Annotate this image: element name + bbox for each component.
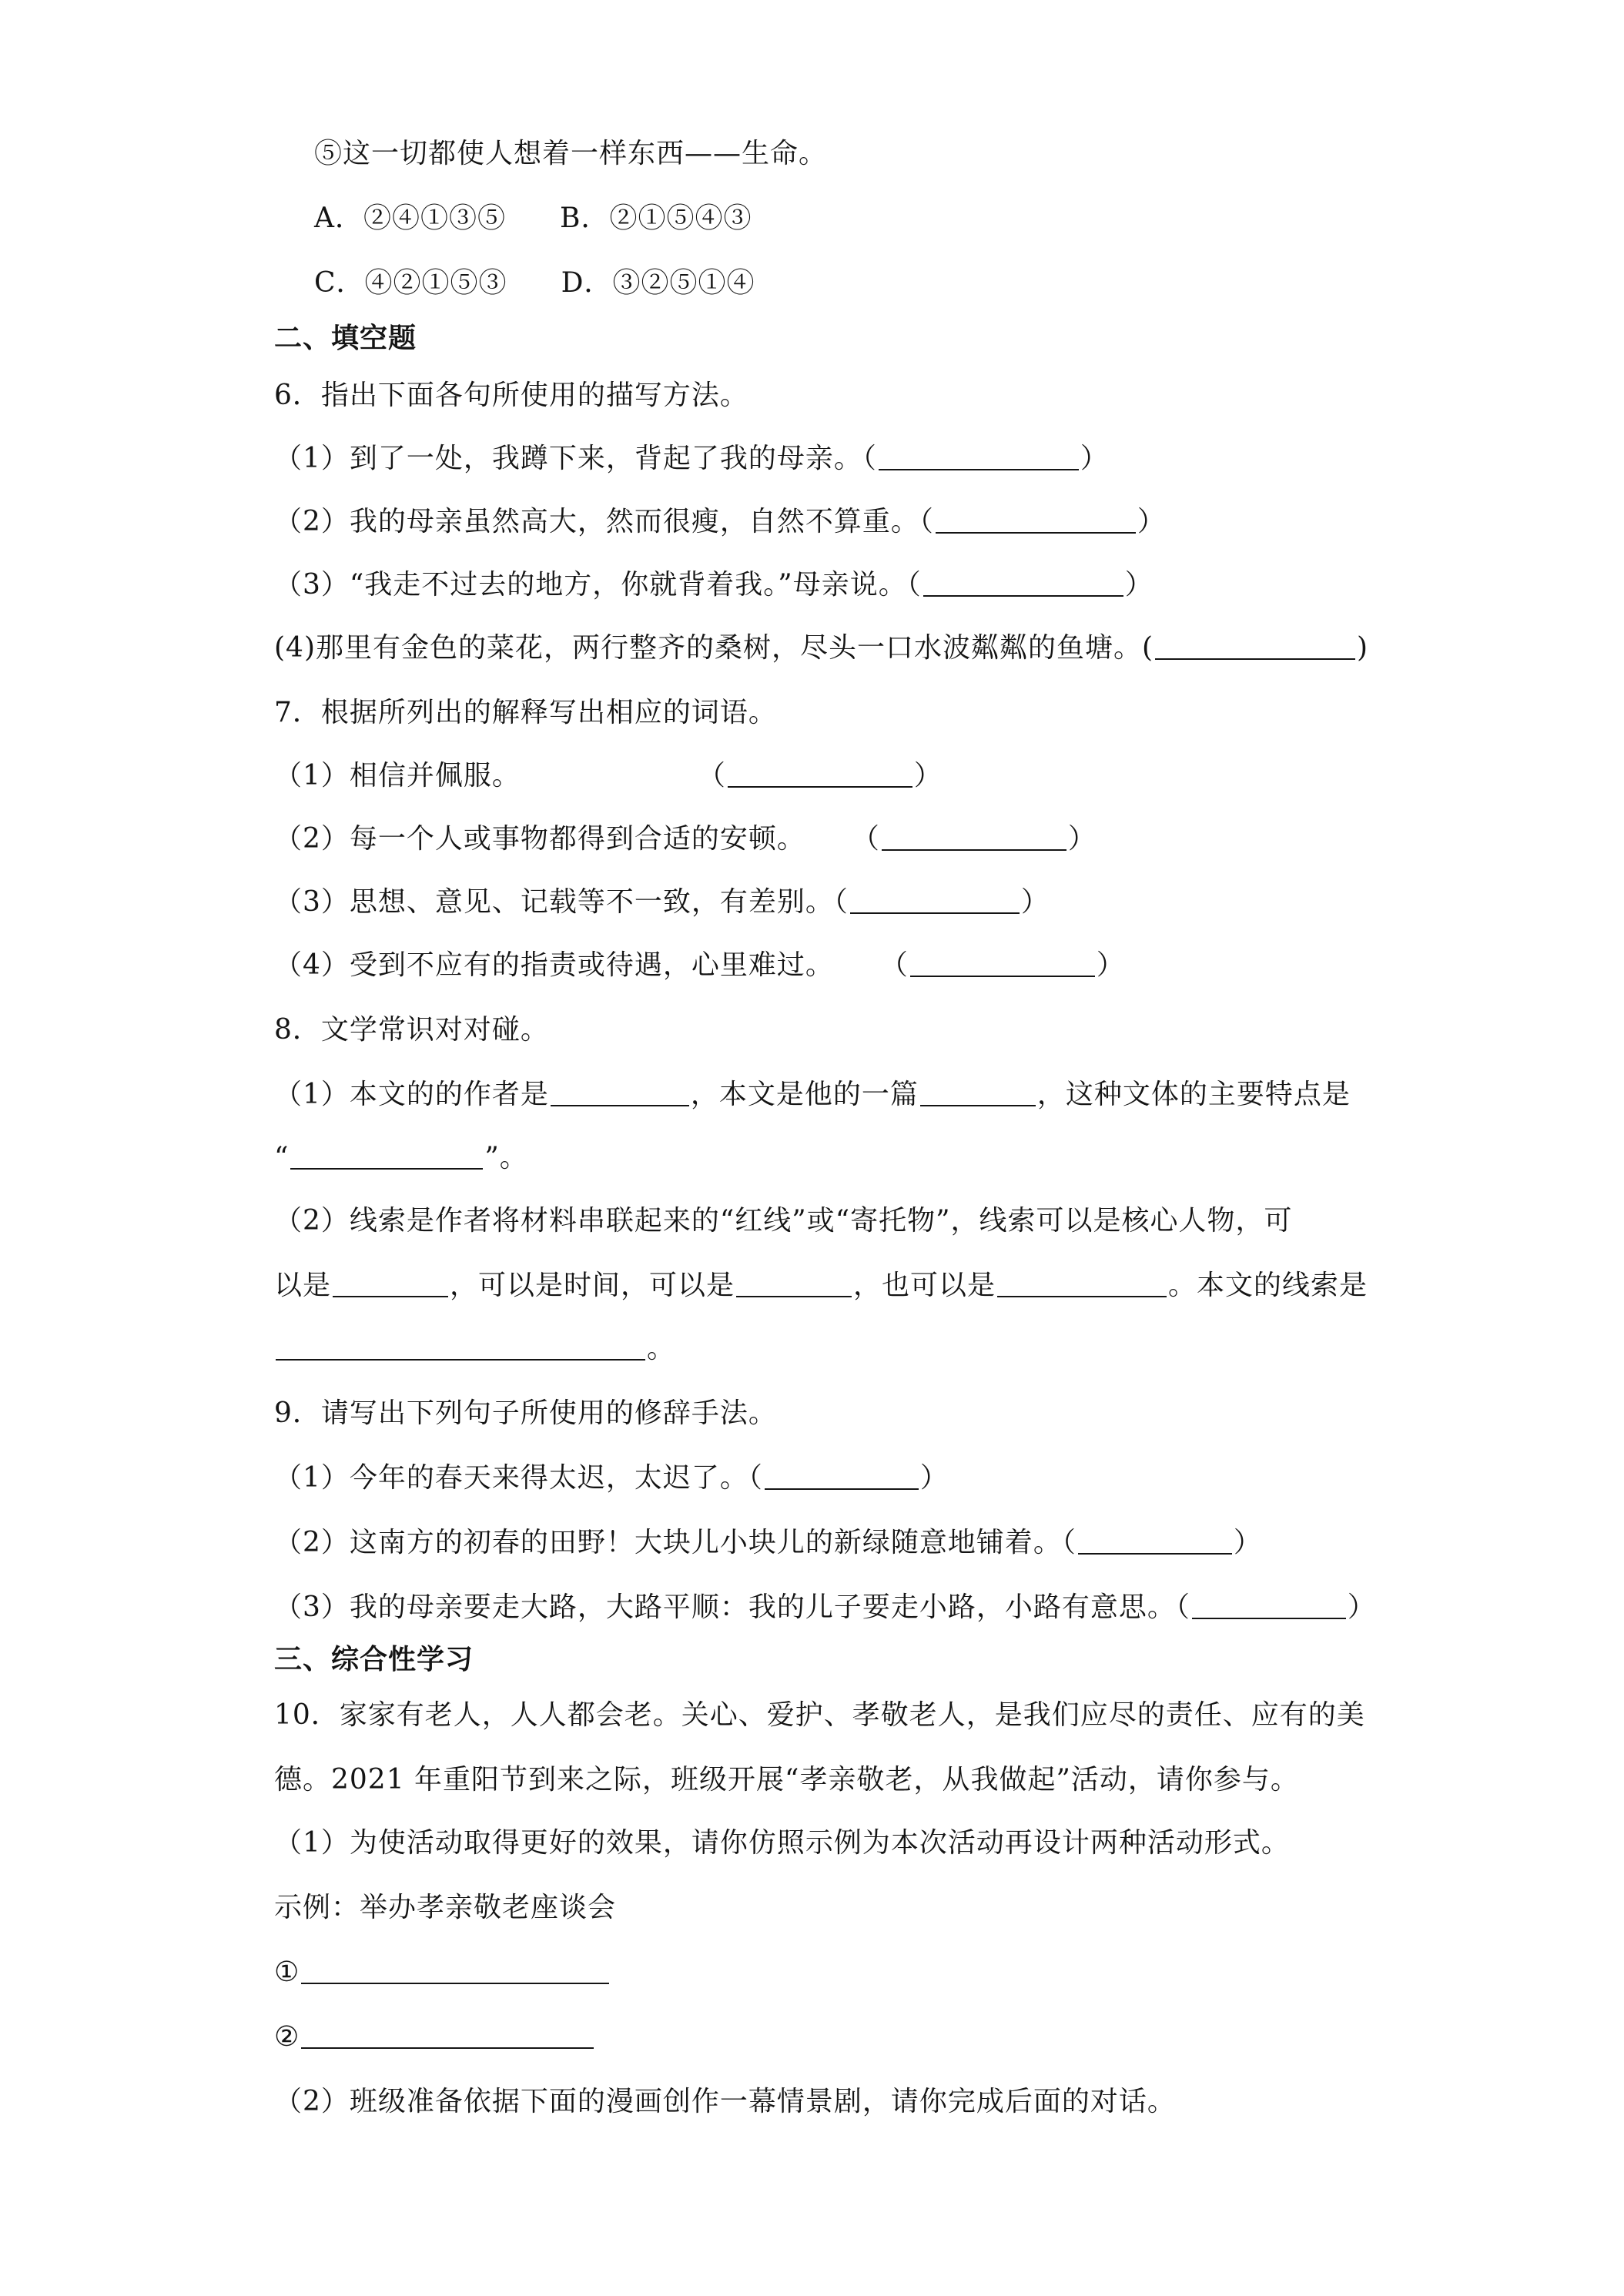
q9-item-2-text: （2）这南方的初春的田野！大块儿小块儿的新绿随意地铺着。（ xyxy=(274,1527,1077,1558)
q7-stem: 7．根据所列出的解释写出相应的词语。 xyxy=(274,697,777,728)
q7-item-4-close: ） xyxy=(1096,949,1125,981)
q9-item-2-close: ） xyxy=(1233,1527,1262,1558)
q9-item-3-text: （3）我的母亲要走大路，大路平顺：我的儿子要走小路，小路有意思。（ xyxy=(274,1591,1190,1623)
q7-item-1-text: （1）相信并佩服。 xyxy=(274,760,521,792)
q8-p1-text-c: ，这种文体的主要特点是 xyxy=(1036,1079,1351,1110)
q8-blank-clue-3[interactable] xyxy=(997,1273,1167,1297)
q10-answer-blank-1[interactable] xyxy=(301,1960,609,1984)
option-c-label[interactable]: C． xyxy=(314,267,365,299)
q8-part-1-line-2 xyxy=(274,1141,528,1175)
q7-item-2 xyxy=(274,822,1097,856)
q7-item-3-text: （3）思想、意见、记载等不一致，有差别。（ xyxy=(274,886,849,918)
q8-p1-quote-open: “ xyxy=(274,1142,290,1173)
q8-blank-genre[interactable] xyxy=(920,1082,1036,1106)
option-b-label[interactable]: B． xyxy=(560,202,610,234)
option-d-label[interactable]: D． xyxy=(561,267,613,299)
q9-answer-blank-1[interactable] xyxy=(765,1465,919,1490)
q6-item-1-text: （1）到了一处，我蹲下来，背起了我的母亲。（ xyxy=(274,443,877,474)
q6-item-3-close: ） xyxy=(1124,569,1154,601)
q10-line-1: 10．家家有老人，人人都会老。关心、爱护、孝敬老人，是我们应尽的责任、应有的美 xyxy=(274,1699,1365,1731)
q8-part-2-line-2 xyxy=(274,1269,1368,1303)
option-a-value[interactable]: ②④①③⑤ xyxy=(363,202,507,234)
q5-options-row-1 xyxy=(314,202,752,236)
q9-item-1-close: ） xyxy=(919,1462,949,1494)
q6-item-4 xyxy=(274,631,1368,665)
q7-answer-blank-4[interactable] xyxy=(910,952,1095,977)
q9-answer-blank-3[interactable] xyxy=(1192,1595,1346,1619)
q10-example: 示例：举办孝亲敬老座谈会 xyxy=(274,1892,617,1923)
q8-blank-this-clue[interactable] xyxy=(276,1336,645,1361)
q7-item-2-text: （2）每一个人或事物都得到合适的安顿。 xyxy=(274,823,805,855)
q6-item-1-close: ） xyxy=(1080,443,1109,474)
q7-item-4-open: （ xyxy=(879,949,909,981)
q5-item-5: ⑤这一切都使人想着一样东西——生命。 xyxy=(314,138,828,169)
q8-p1-text-b: ，本文是他的一篇 xyxy=(690,1079,919,1110)
q8-p1-text-a: （1）本文的的作者是 xyxy=(274,1079,549,1110)
q7-item-3-close: ） xyxy=(1020,886,1050,918)
q6-item-4-text: (4)那里有金色的菜花，两行整齐的桑树，尽头一口水波粼粼的鱼塘。( xyxy=(274,632,1154,664)
q9-item-1 xyxy=(274,1461,949,1495)
section-heading-comprehensive: 三、综合性学习 xyxy=(274,1644,474,1675)
q8-part-2-line-3 xyxy=(274,1332,675,1366)
q7-item-2-open: （ xyxy=(851,823,880,855)
q7-answer-blank-2[interactable] xyxy=(882,826,1066,851)
option-c-value[interactable]: ④②①⑤③ xyxy=(364,267,507,299)
q7-item-2-close: ） xyxy=(1067,823,1097,855)
q7-item-4-text: （4）受到不应有的指责或待遇，心里难过。 xyxy=(274,949,834,981)
q7-item-1-open: （ xyxy=(697,760,726,792)
q6-answer-blank-1[interactable] xyxy=(879,446,1079,470)
q8-blank-clue-1[interactable] xyxy=(333,1273,448,1297)
q10-answer-line-2 xyxy=(274,2020,595,2054)
q7-item-1 xyxy=(274,759,943,793)
q5-options-row-2 xyxy=(314,266,755,300)
q6-answer-blank-4[interactable] xyxy=(1155,635,1355,660)
q8-p2-text-d: ，也可以是 xyxy=(853,1270,996,1301)
q10-sub-1: （1）为使活动取得更好的效果，请你仿照示例为本次活动再设计两种活动形式。 xyxy=(274,1827,1290,1859)
q9-answer-blank-2[interactable] xyxy=(1078,1530,1232,1555)
q8-p2-text-e: 。本文的线索是 xyxy=(1168,1270,1368,1301)
q9-item-3 xyxy=(274,1591,1376,1625)
q8-p2-end: 。 xyxy=(647,1333,676,1364)
q8-part-1-line-1 xyxy=(274,1078,1351,1112)
q8-blank-author[interactable] xyxy=(551,1082,689,1106)
q7-item-4 xyxy=(274,949,1125,982)
q6-answer-blank-2[interactable] xyxy=(936,509,1136,534)
q9-item-1-text: （1）今年的春天来得太迟，太迟了。（ xyxy=(274,1462,763,1494)
q6-answer-blank-3[interactable] xyxy=(923,572,1123,597)
q7-item-3 xyxy=(274,885,1050,919)
q6-item-4-close: ) xyxy=(1357,632,1369,664)
q8-p1-quote-close: ”。 xyxy=(484,1142,528,1173)
section-heading-fill-blank: 二、填空题 xyxy=(274,323,417,354)
q10-answer-blank-2[interactable] xyxy=(301,2024,594,2049)
q6-stem: 6．指出下面各句所使用的描写方法。 xyxy=(274,380,748,411)
q7-answer-blank-3[interactable] xyxy=(850,889,1020,914)
q6-item-2-close: ） xyxy=(1137,506,1166,537)
q6-item-1 xyxy=(274,442,1109,476)
q7-answer-blank-1[interactable] xyxy=(728,763,912,788)
q8-blank-feature[interactable] xyxy=(290,1145,483,1170)
q8-p2-text-c: ，可以是时间，可以是 xyxy=(450,1270,735,1301)
q10-slot-2-marker: ② xyxy=(274,2021,300,2053)
q8-p2-text-b: 以是 xyxy=(274,1270,332,1301)
option-a-label[interactable]: A． xyxy=(314,202,363,234)
q10-slot-1-marker: ① xyxy=(274,1956,300,1988)
q6-item-3-text: （3）“我走不过去的地方，你就背着我。”母亲说。（ xyxy=(274,569,922,601)
q10-sub-2: （2）班级准备依据下面的漫画创作一幕情景剧，请你完成后面的对话。 xyxy=(274,2086,1176,2117)
q9-item-2 xyxy=(274,1526,1262,1560)
q7-item-1-close: ） xyxy=(913,760,943,792)
option-b-value[interactable]: ②①⑤④③ xyxy=(609,202,752,234)
q6-item-2-text: （2）我的母亲虽然高大，然而很瘦，自然不算重。（ xyxy=(274,506,934,537)
q6-item-2 xyxy=(274,505,1166,539)
option-d-value[interactable]: ③②⑤①④ xyxy=(612,267,755,299)
q6-item-3 xyxy=(274,568,1154,602)
q10-line-2: 德。2021 年重阳节到来之际，班级开展“孝亲敬老，从我做起”活动，请你参与。 xyxy=(274,1764,1299,1796)
q10-answer-line-1 xyxy=(274,1956,611,1990)
q9-item-3-close: ） xyxy=(1347,1591,1376,1623)
q8-blank-clue-2[interactable] xyxy=(736,1273,852,1297)
q8-part-2-line-1: （2）线索是作者将材料串联起来的“红线”或“寄托物”，线索可以是核心人物，可 xyxy=(274,1205,1293,1237)
q8-stem: 8．文学常识对对碰。 xyxy=(274,1014,549,1046)
q9-stem: 9．请写出下列句子所使用的修辞手法。 xyxy=(274,1397,777,1429)
